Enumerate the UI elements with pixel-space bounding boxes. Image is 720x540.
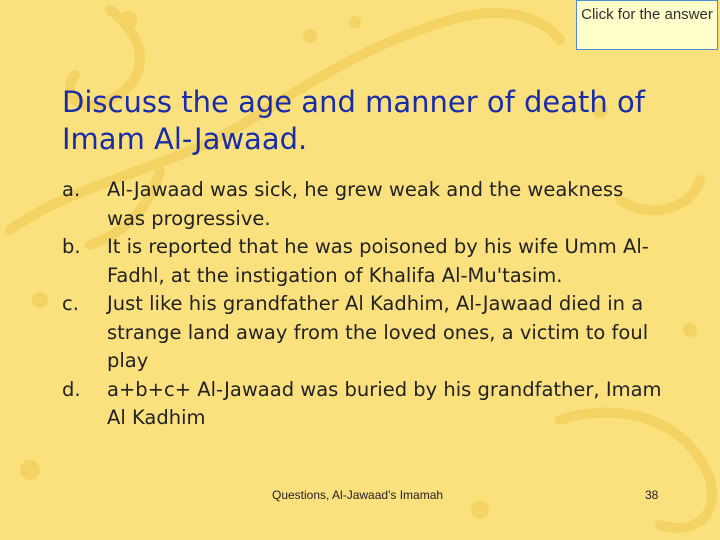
dot-decoration: [303, 29, 317, 43]
answer-option-b[interactable]: [62, 233, 662, 290]
click-for-answer-button[interactable]: Click for the answer: [576, 0, 718, 50]
option-marker: c.: [62, 292, 79, 315]
option-marker: b.: [62, 235, 81, 258]
dot-decoration: [32, 292, 48, 308]
page-number: 38: [645, 488, 659, 502]
answer-option-c[interactable]: [62, 290, 662, 376]
lizard-tail-decoration: [450, 13, 560, 40]
dot-decoration: [471, 501, 489, 519]
dot-decoration: [20, 460, 40, 480]
option-text: a+b+c+ Al-Jawaad was buried by his grandfather, Imam Al Kadhim: [107, 377, 662, 429]
slide-title: Discuss the age and manner of death of Imam Al-Jawaad.: [62, 85, 645, 156]
option-marker: a.: [62, 178, 81, 201]
option-text: It is reported that he was poisoned by his wife Umm Al-Fadhl, at the instigation of Khalifa Al-Mu'tasim.: [107, 235, 649, 287]
answer-options-list: [62, 176, 662, 433]
answer-option-d[interactable]: [62, 376, 662, 433]
dot-decoration: [683, 323, 697, 337]
option-text: Al-Jawaad was sick, he grew weak and the weakness was progressive.: [107, 178, 624, 230]
dot-decoration: [349, 16, 361, 28]
option-marker: d.: [62, 377, 81, 401]
dot-decoration: [119, 11, 137, 29]
option-text: Just like his grandfather Al Kadhim, Al-Jawaad died in a strange land away from the loved ones, a victim to foul play: [107, 292, 649, 372]
footer-text: Questions, Al-Jawaad's Imamah: [272, 488, 444, 502]
answer-option-a[interactable]: [62, 176, 662, 233]
